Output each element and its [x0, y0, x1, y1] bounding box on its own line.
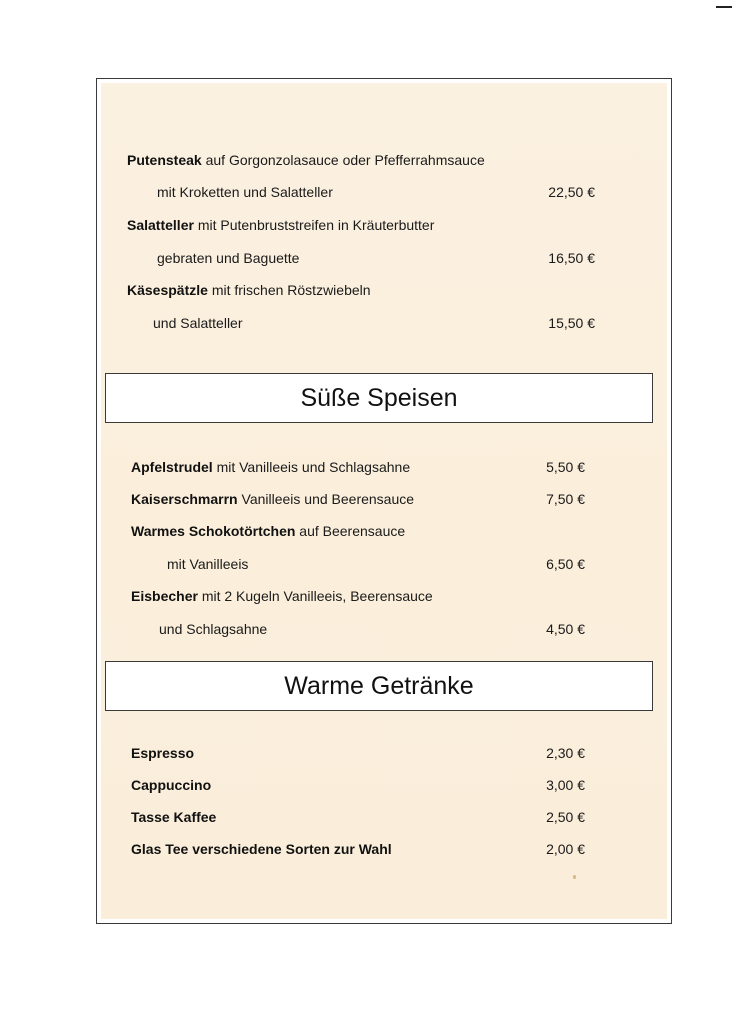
item-price: 15,50 € [548, 315, 595, 331]
item-name: Espresso [131, 745, 195, 761]
menu-item-espresso [101, 742, 667, 764]
item-desc-line2: mit Kroketten und Salatteller [157, 184, 333, 200]
item-name: Käsespätzle [127, 282, 208, 298]
section-title: Warme Getränke [284, 672, 474, 700]
item-price: 2,00 € [546, 841, 585, 857]
item-price: 5,50 € [546, 459, 585, 475]
item-desc: auf Beerensauce [295, 523, 406, 539]
item-desc: mit Vanilleeis und Schlagsahne [212, 459, 411, 475]
item-desc: mit frischen Röstzwiebeln [207, 282, 371, 298]
item-name: Tasse Kaffee [131, 809, 217, 825]
item-desc: Vanilleeis und Beerensauce [237, 491, 415, 507]
menu-item-putensteak [101, 149, 667, 171]
item-price: 6,50 € [546, 556, 585, 572]
menu-item-glas-tee [101, 838, 667, 860]
item-name: Eisbecher [131, 588, 198, 604]
item-desc: auf Gorgonzolasauce oder Pfefferrahmsauce [201, 152, 485, 168]
menu-paper [101, 83, 667, 919]
item-desc: mit 2 Kugeln Vanilleeis, Beerensauce [197, 588, 433, 604]
item-price: 4,50 € [546, 621, 585, 637]
item-price: 22,50 € [548, 184, 595, 200]
menu-item-cappuccino [101, 774, 667, 796]
item-price: 2,30 € [546, 745, 585, 761]
item-price: 2,50 € [546, 809, 585, 825]
menu-item-putensteak-line2 [101, 181, 667, 203]
menu-item-eisbecher-line2 [101, 618, 667, 640]
item-name: Salatteller [127, 217, 194, 233]
item-desc-line2: gebraten und Baguette [157, 250, 300, 266]
menu-item-schokotoertchen [101, 520, 667, 542]
menu-item-salatteller [101, 214, 667, 236]
item-price: 7,50 € [546, 491, 585, 507]
menu-item-eisbecher [101, 585, 667, 607]
menu-item-apfelstrudel [101, 456, 667, 478]
item-desc: mit Putenbruststreifen in Kräuterbutter [193, 217, 435, 233]
menu-item-tasse-kaffee [101, 806, 667, 828]
item-price: 3,00 € [546, 777, 585, 793]
item-price: 16,50 € [548, 250, 595, 266]
menu-item-salatteller-line2 [101, 247, 667, 269]
item-name: Warmes Schokotörtchen [131, 523, 296, 539]
menu-page [96, 78, 672, 924]
item-desc-line2: mit Vanilleeis [167, 556, 249, 572]
item-desc-line2: und Salatteller [153, 315, 243, 331]
section-title: Süße Speisen [300, 384, 458, 412]
corner-mark [716, 6, 732, 8]
item-name: Putensteak [127, 152, 202, 168]
menu-item-kaesespaetzle-line2 [101, 312, 667, 334]
item-name: Cappuccino [131, 777, 212, 793]
paper-speck [573, 875, 576, 879]
item-name: Apfelstrudel [131, 459, 213, 475]
item-name: Kaiserschmarrn [131, 491, 238, 507]
menu-item-kaesespaetzle [101, 279, 667, 301]
item-desc-line2: und Schlagsahne [159, 621, 268, 637]
menu-item-kaiserschmarrn [101, 488, 667, 510]
section-heading-drinks [105, 661, 653, 711]
section-heading-desserts [105, 373, 653, 423]
menu-item-schokotoertchen-line2 [101, 553, 667, 575]
item-name: Glas Tee verschiedene Sorten zur Wahl [131, 841, 392, 857]
